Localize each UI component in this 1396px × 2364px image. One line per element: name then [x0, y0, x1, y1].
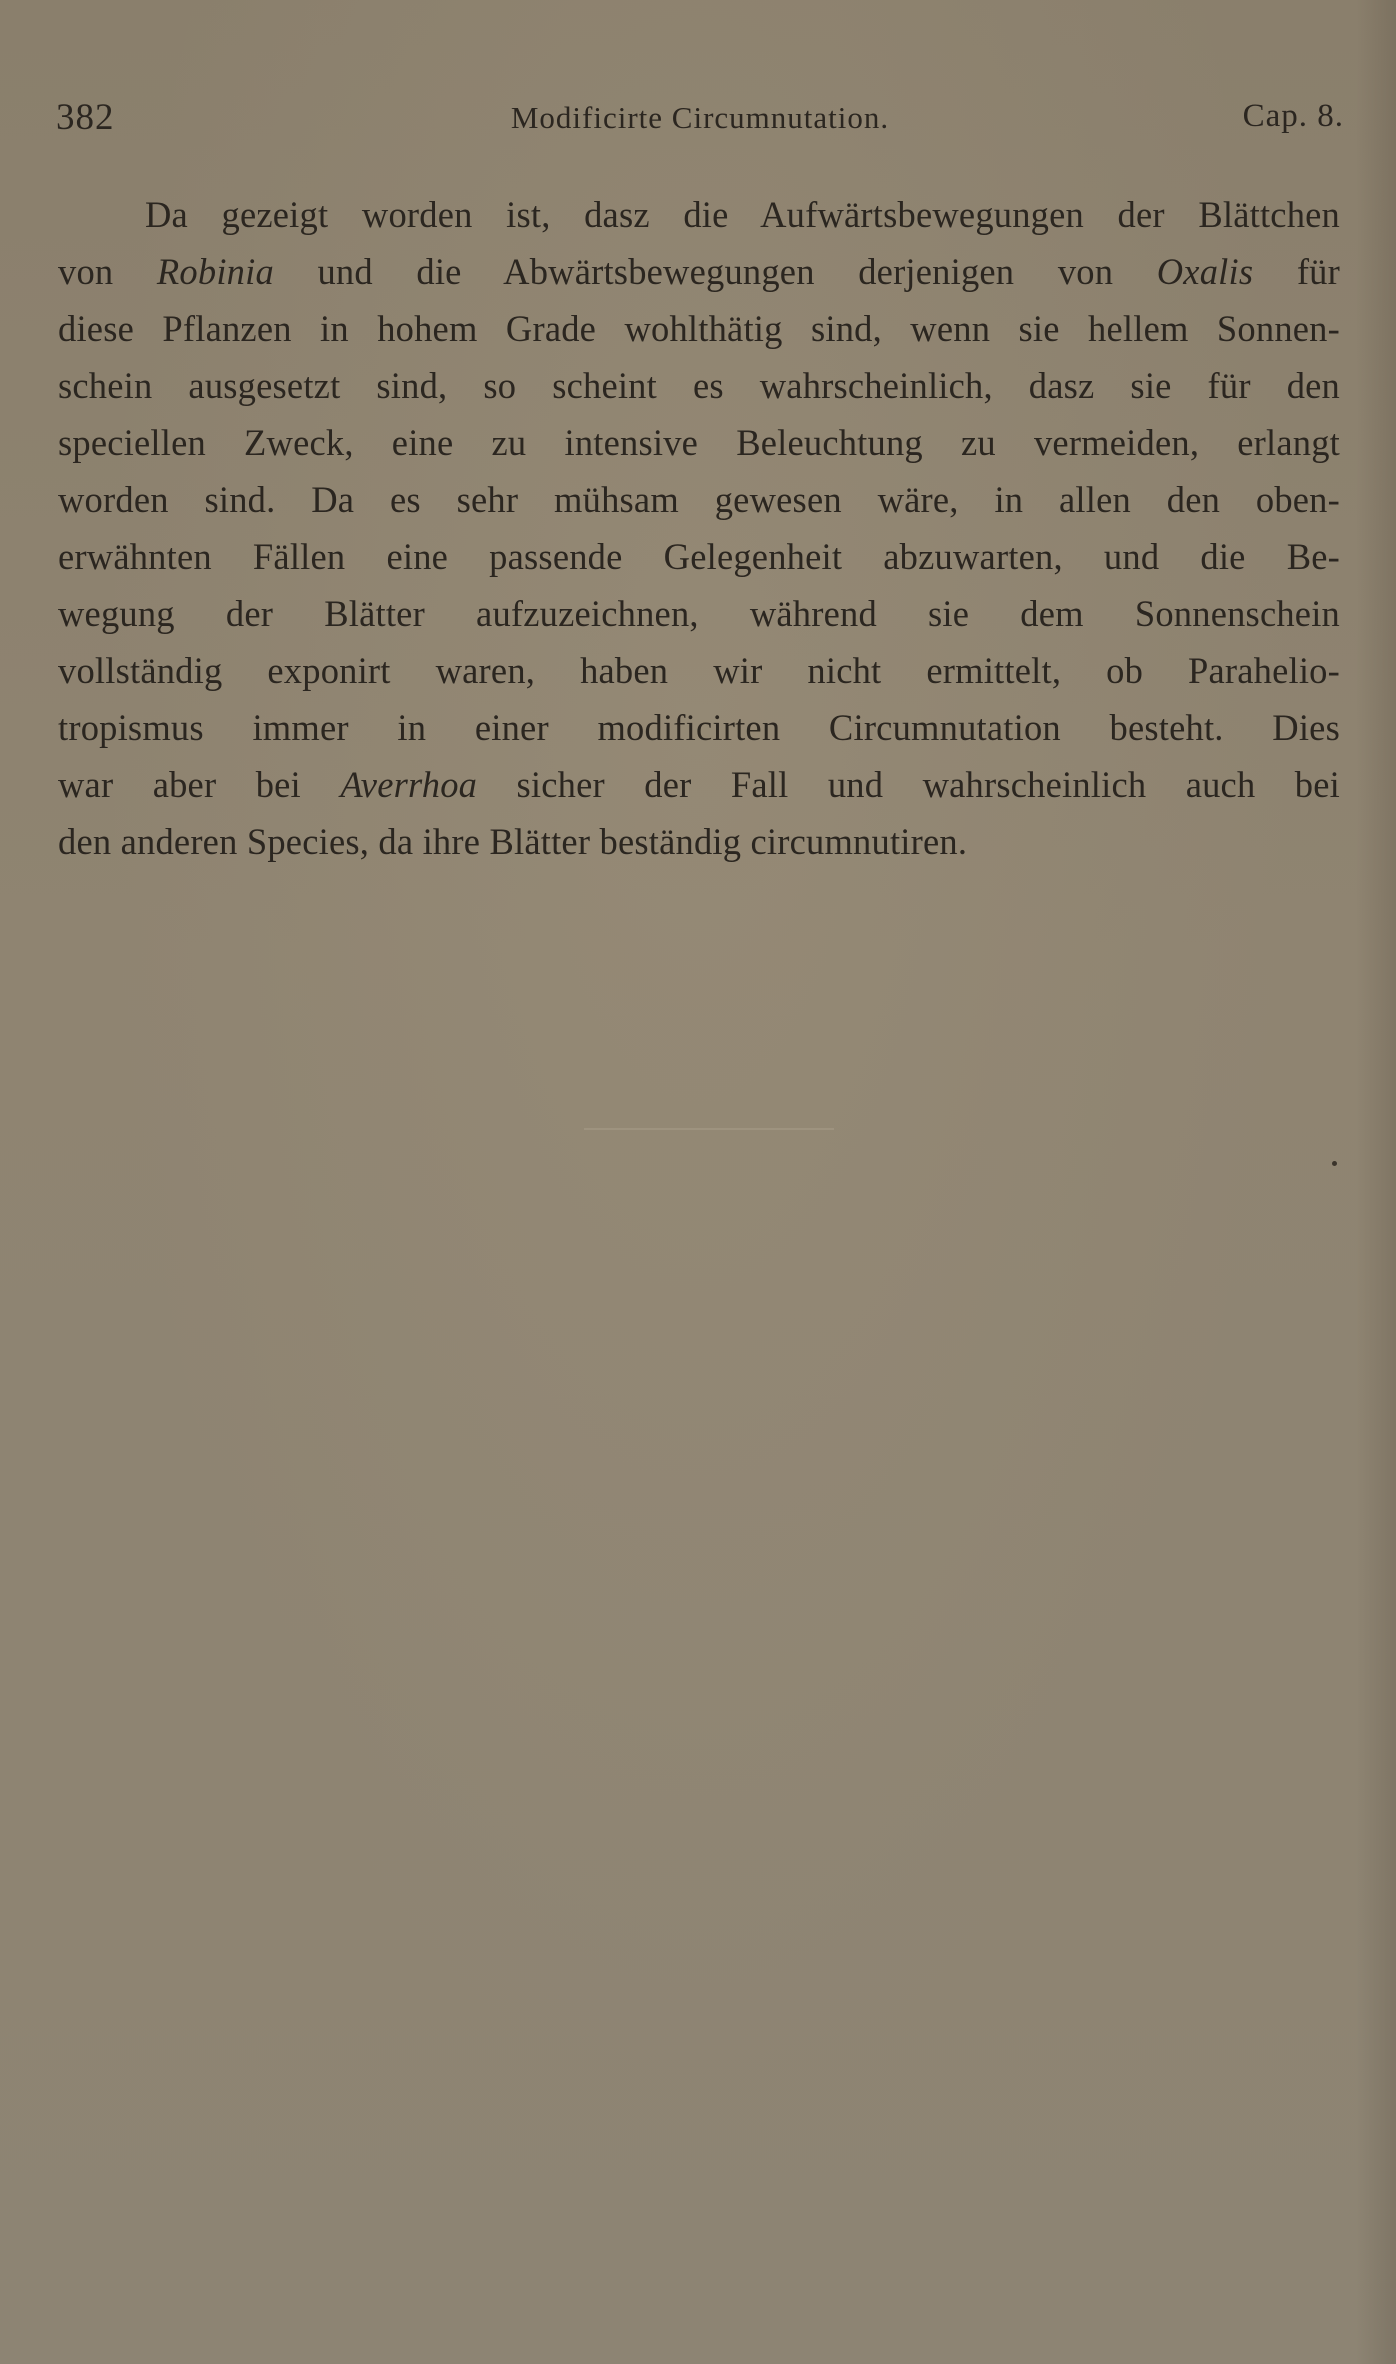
text-line: worden sind. Da es sehr mühsam gewesen wäre, in allen den oben-	[58, 479, 1340, 520]
text-line: wegung der Blätter aufzuzeichnen, während sie dem Sonnenschein	[58, 593, 1340, 634]
text-line: erwähnten Fällen eine passende Gelegenheit abzuwarten, und die Be-	[58, 536, 1340, 577]
italic-term: Robinia	[156, 251, 274, 292]
text-line: vollständig exponirt waren, haben wir nicht ermittelt, ob Parahelio-	[58, 650, 1340, 691]
text-line: speciellen Zweck, eine zu intensive Beleuchtung zu vermeiden, erlangt	[58, 422, 1340, 463]
text-line: diese Pflanzen in hohem Grade wohlthätig sind, wenn sie hellem Sonnen-	[58, 308, 1340, 349]
chapter-reference: Cap. 8.	[1242, 98, 1344, 134]
page-edge-shadow	[1356, 0, 1396, 2364]
body-paragraph	[58, 186, 1340, 870]
text-line: den anderen Species, da ihre Blätter beständig circumnutiren.	[58, 821, 968, 862]
page-number: 382	[56, 97, 115, 138]
text-line: schein ausgesetzt sind, so scheint es wahrscheinlich, dasz sie für den	[58, 365, 1340, 406]
italic-term: Oxalis	[1156, 251, 1254, 292]
italic-term: Averrhoa	[340, 764, 478, 805]
running-head	[56, 96, 1344, 146]
text-line: war aber bei Averrhoa sicher der Fall und wahrscheinlich auch bei	[58, 764, 1340, 805]
text-line: tropismus immer in einer modificirten Circumnutation besteht. Dies	[58, 707, 1340, 748]
chapter-title: Modificirte Circumnutation.	[510, 100, 890, 135]
text-line: von Robinia und die Abwärtsbewegungen derjenigen von Oxalis für	[58, 251, 1340, 292]
paper-smudge	[584, 1128, 834, 1130]
text-line: Da gezeigt worden ist, dasz die Aufwärtsbewegungen der Blättchen	[145, 194, 1340, 235]
ink-speck	[1332, 1161, 1337, 1166]
